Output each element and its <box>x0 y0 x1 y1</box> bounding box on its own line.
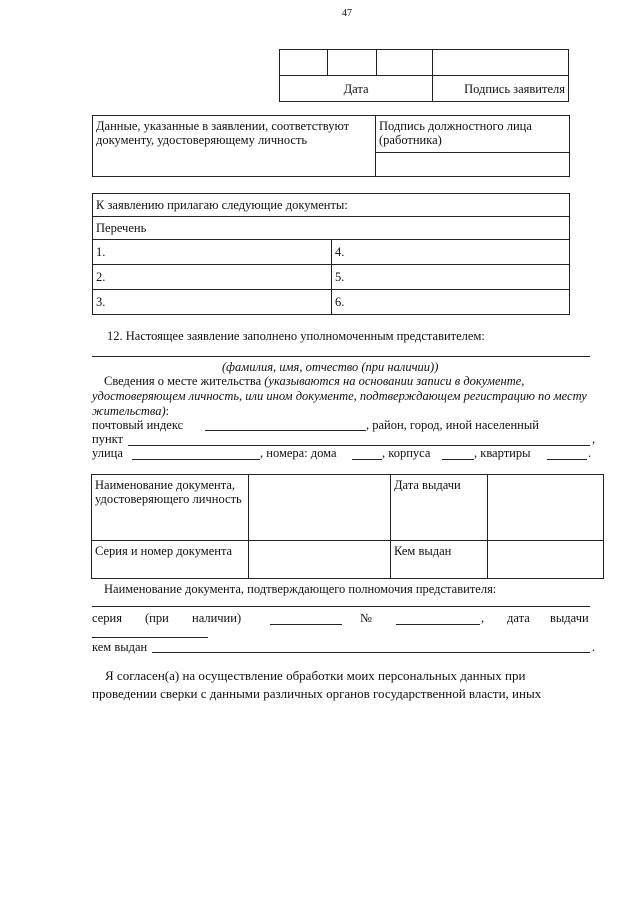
building-field[interactable] <box>442 459 474 460</box>
blank-cell <box>328 50 376 76</box>
date-issue-label: дата <box>507 611 530 625</box>
series-field[interactable] <box>270 624 342 625</box>
issued-by-value <box>488 541 604 579</box>
apartment-field[interactable] <box>547 459 587 460</box>
data-matches-id-text: Данные, указанные в заявлении, соответствуют документу, удостоверяющему личность <box>93 116 376 177</box>
series-number-label: Серия и номер документа <box>92 541 249 579</box>
attachment-item: 4. <box>332 240 570 265</box>
issued-by-field[interactable] <box>152 652 590 653</box>
series-label: серия <box>92 611 122 625</box>
street-field[interactable] <box>132 459 260 460</box>
locality-comma: , <box>592 432 596 446</box>
apartment-label: , квартиры <box>474 446 531 460</box>
attachment-item: 6. <box>332 290 570 315</box>
postal-index-label: почтовый индекс <box>92 418 184 432</box>
official-signature-label: Подпись должностного лица (работника) <box>376 116 570 153</box>
number-field[interactable] <box>396 624 480 625</box>
number-sign: № <box>360 611 372 625</box>
address-period: . <box>588 446 592 460</box>
attachment-item: 2. <box>93 265 332 290</box>
attachment-item: 3. <box>93 290 332 315</box>
postal-index-field[interactable] <box>205 430 366 431</box>
punkt-label: пункт <box>92 432 123 446</box>
street-label: улица <box>92 446 123 460</box>
attachments-heading: К заявлению прилагаю следующие документы: <box>93 194 570 217</box>
doc-name-label: Наименование документа, удостоверяющего личность <box>92 475 249 541</box>
attachments-table <box>92 193 570 315</box>
consent-line-2: проведении сверки с данными различных органов государственной власти, иных <box>92 686 542 701</box>
date-label: Дата <box>280 76 433 102</box>
fio-caption: (фамилия, имя, отчество (при наличии)) <box>222 360 439 374</box>
residence-paragraph: Сведения о месте жительства (указываются на основании записи в документе, удостоверяющем личность, или ином документе, подтверждающем регистрацию по месту жительства): <box>92 374 587 418</box>
issued-by-period: . <box>592 640 596 654</box>
authority-doc-line[interactable] <box>92 606 590 607</box>
official-signature-field <box>376 153 570 177</box>
house-label: , номера: дома <box>260 446 337 460</box>
region-label: , район, город, иной населенный <box>366 418 539 432</box>
blank-cell <box>433 50 569 76</box>
verification-table <box>92 115 570 177</box>
attachment-item: 1. <box>93 240 332 265</box>
representative-fio-line <box>92 356 590 357</box>
issued-by-label: кем выдан <box>92 640 148 654</box>
issue-date-label: Дата выдачи <box>391 475 488 541</box>
issue-date-value <box>488 475 604 541</box>
issued-by-label: Кем выдан <box>391 541 488 579</box>
section-12-title: 12. Настоящее заявление заполнено уполномоченным представителем: <box>107 329 485 343</box>
residence-lead: Сведения о месте жительства <box>104 374 262 388</box>
consent-line-1: Я согласен(а) на осуществление обработки моих персональных данных при <box>105 668 526 683</box>
issue-date-field[interactable] <box>92 637 208 638</box>
attachment-item: 5. <box>332 265 570 290</box>
attachments-list-label: Перечень <box>93 217 570 240</box>
id-document-table <box>91 474 604 579</box>
blank-cell <box>376 50 432 76</box>
applicant-signature-label: Подпись заявителя <box>433 76 569 102</box>
date-issue-label-2: выдачи <box>550 611 589 625</box>
authority-doc-title: Наименование документа, подтверждающего полномочия представителя: <box>104 582 497 596</box>
number-comma: , <box>481 611 485 625</box>
if-any-label-2: наличии) <box>192 611 242 625</box>
page-number: 47 <box>342 8 352 19</box>
doc-name-value <box>249 475 391 541</box>
house-field[interactable] <box>352 459 382 460</box>
residence-note: (указываются на основании записи в документе, удостоверяющем личность, или ином документе, подтверждающем регистрацию по месту жительства) <box>92 374 587 418</box>
if-any-label: (при <box>145 611 169 625</box>
date-signature-table <box>279 49 569 102</box>
series-number-value <box>249 541 391 579</box>
blank-cell <box>280 50 328 76</box>
building-label: , корпуса <box>382 446 431 460</box>
